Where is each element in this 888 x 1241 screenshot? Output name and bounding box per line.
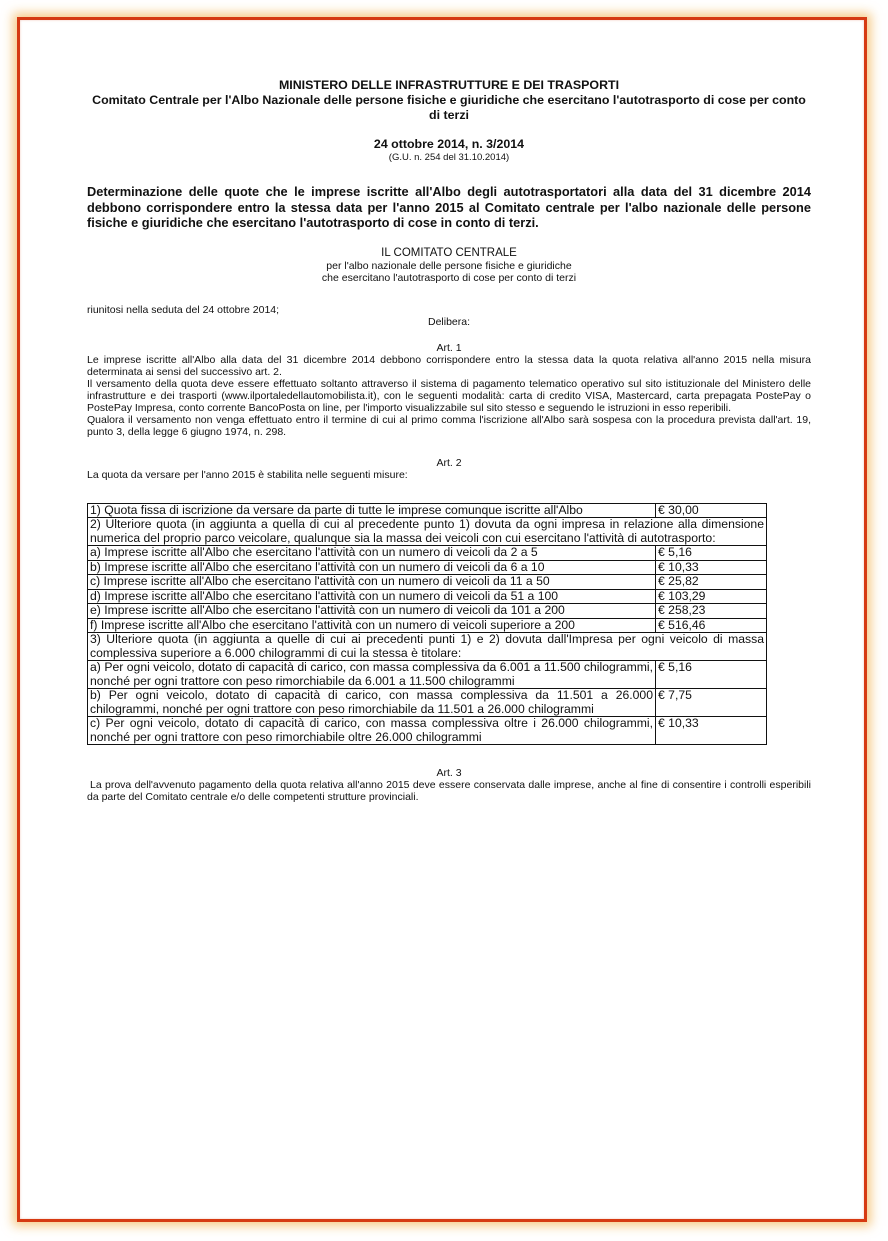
fee-description: b) Imprese iscritte all'Albo che esercitano l'attività con un numero di veicoli da 6 a 10	[88, 560, 656, 575]
table-row	[88, 546, 767, 561]
fee-description: a) Imprese iscritte all'Albo che esercitano l'attività con un numero di veicoli da 2 a 5	[88, 546, 656, 561]
art1-paragraph-3: Qualora il versamento non venga effettuato entro il termine di cui al primo comma l'iscrizione all'Albo sarà sospesa con la procedura prevista dall'art. 19, punto 3, della legge 6 giugno 1974, n. 298.	[87, 413, 811, 438]
fee-amount: € 258,23	[656, 604, 767, 619]
table-row	[88, 503, 767, 518]
fee-amount: € 516,46	[656, 618, 767, 633]
table-row	[88, 589, 767, 604]
table-row	[88, 618, 767, 633]
delibera-label: Delibera:	[427, 315, 471, 328]
fee-amount: € 25,82	[656, 575, 767, 590]
act-date: 24 ottobre 2014, n. 3/2014	[373, 137, 525, 151]
organ-line-2: che esercitano l'autotrasporto di cose per conto di terzi	[321, 271, 577, 284]
committee-heading: Comitato Centrale per l'Albo Nazionale delle persone fisiche e giuridiche che esercitano l'autotrasporto di cose per conto di terzi	[92, 93, 806, 122]
fee-amount: € 7,75	[656, 689, 767, 717]
table-row	[88, 518, 767, 546]
art3-paragraph: La prova dell'avvenuto pagamento della quota relativa all'anno 2015 deve essere conservata dalle imprese, anche al fine di consentire i controlli esperibili da parte del Comitato centrale e/o delle competenti strutture provinciali.	[87, 779, 811, 803]
preamble: riunitosi nella seduta del 24 ottobre 2014;	[87, 303, 280, 316]
art1-paragraph-2: Il versamento della quota deve essere effettuato soltanto attraverso il sistema di pagamento telematico operativo sul sito istituzionale del Ministero delle infrastrutture e dei trasporti (www.ilportaledellautomobilista.it), con le seguenti modalità: carta di credito VISA, Mastercard, carta prepagata PostePay o PostePay Impresa, conto corrente BancoPosta on line, per l'importo visualizzabile sul sito stesso e seguendo le istruzioni in esso reperibili.	[87, 377, 811, 414]
table-row	[88, 560, 767, 575]
table-row	[88, 717, 767, 745]
fee-description: d) Imprese iscritte all'Albo che esercitano l'attività con un numero di veicoli da 51 a 100	[88, 589, 656, 604]
art1-paragraph-1: Le imprese iscritte all'Albo alla data del 31 dicembre 2014 debbono corrispondere entro la stessa data la quota relativa all'anno 2015 nella misura determinata ai sensi del successivo art. 2.	[87, 353, 811, 378]
document-title: Determinazione delle quote che le imprese iscritte all'Albo degli autotrasportatori alla data del 31 dicembre 2014 debbono corrispondere entro la stessa data per l'anno 2015 al Comitato centrale per l'albo nazionale delle persone fisiche e giuridiche che esercitano l'autotrasporto di cose in conto di terzi.	[87, 184, 811, 230]
fee-amount: € 10,33	[656, 560, 767, 575]
fee-description: f) Imprese iscritte all'Albo che esercitano l'attività con un numero di veicoli superiore a 200	[88, 618, 656, 633]
table-row	[88, 633, 767, 661]
art2-intro: La quota da versare per l'anno 2015 è stabilita nelle seguenti misure:	[87, 468, 408, 481]
table-row	[88, 689, 767, 717]
document-page	[87, 78, 811, 803]
fee-section-heading: 2) Ulteriore quota (in aggiunta a quella di cui al precedente punto 1) dovuta da ogni impresa in relazione alla dimensione numerica del proprio parco veicolare, qualunque sia la massa dei veicoli con cui esercitano l'attività di autotrasporto:	[88, 518, 767, 546]
table-row	[88, 604, 767, 619]
fee-section-heading: 3) Ulteriore quota (in aggiunta a quelle di cui ai precedenti punti 1) e 2) dovuta dall'Impresa per ogni veicolo di massa complessiva superiore a 6.000 chilogrammi di cui la stessa è titolare:	[88, 633, 767, 661]
fee-description: a) Per ogni veicolo, dotato di capacità di carico, con massa complessiva da 6.001 a 11.500 chilogrammi, nonché per ogni trattore con peso rimorchiabile da 6.001 a 11.500 chilogrammi	[88, 661, 656, 689]
fee-amount: € 10,33	[656, 717, 767, 745]
fee-amount: € 30,00	[656, 503, 767, 518]
fee-description: 1) Quota fissa di iscrizione da versare da parte di tutte le imprese comunque iscritte all'Albo	[88, 503, 656, 518]
table-row	[88, 661, 767, 689]
gazette-reference: (G.U. n. 254 del 31.10.2014)	[388, 152, 510, 163]
fee-description: b) Per ogni veicolo, dotato di capacità di carico, con massa complessiva da 11.501 a 26.000 chilogrammi, nonché per ogni trattore con peso rimorchiabile da 11.501 a 26.000 chilogrammi	[88, 689, 656, 717]
fee-amount: € 103,29	[656, 589, 767, 604]
fee-description: e) Imprese iscritte all'Albo che esercitano l'attività con un numero di veicoli da 101 a 200	[88, 604, 656, 619]
organ-name: IL COMITATO CENTRALE	[381, 246, 517, 259]
fee-amount: € 5,16	[656, 661, 767, 689]
fee-table	[87, 503, 767, 746]
ministry-heading: MINISTERO DELLE INFRASTRUTTURE E DEI TRASPORTI	[278, 78, 620, 92]
organ-line-1: per l'albo nazionale delle persone fisiche e giuridiche	[326, 259, 572, 272]
fee-description: c) Per ogni veicolo, dotato di capacità di carico, con massa complessiva oltre i 26.000 chilogrammi, nonché per ogni trattore con peso rimorchiabile oltre 26.000 chilogrammi	[88, 717, 656, 745]
fee-amount: € 5,16	[656, 546, 767, 561]
art3-title: Art. 3	[436, 767, 462, 779]
fee-description: c) Imprese iscritte all'Albo che esercitano l'attività con un numero di veicoli da 11 a 50	[88, 575, 656, 590]
art1-title: Art. 1	[436, 341, 462, 354]
table-row	[88, 575, 767, 590]
art2-title: Art. 2	[436, 456, 462, 469]
